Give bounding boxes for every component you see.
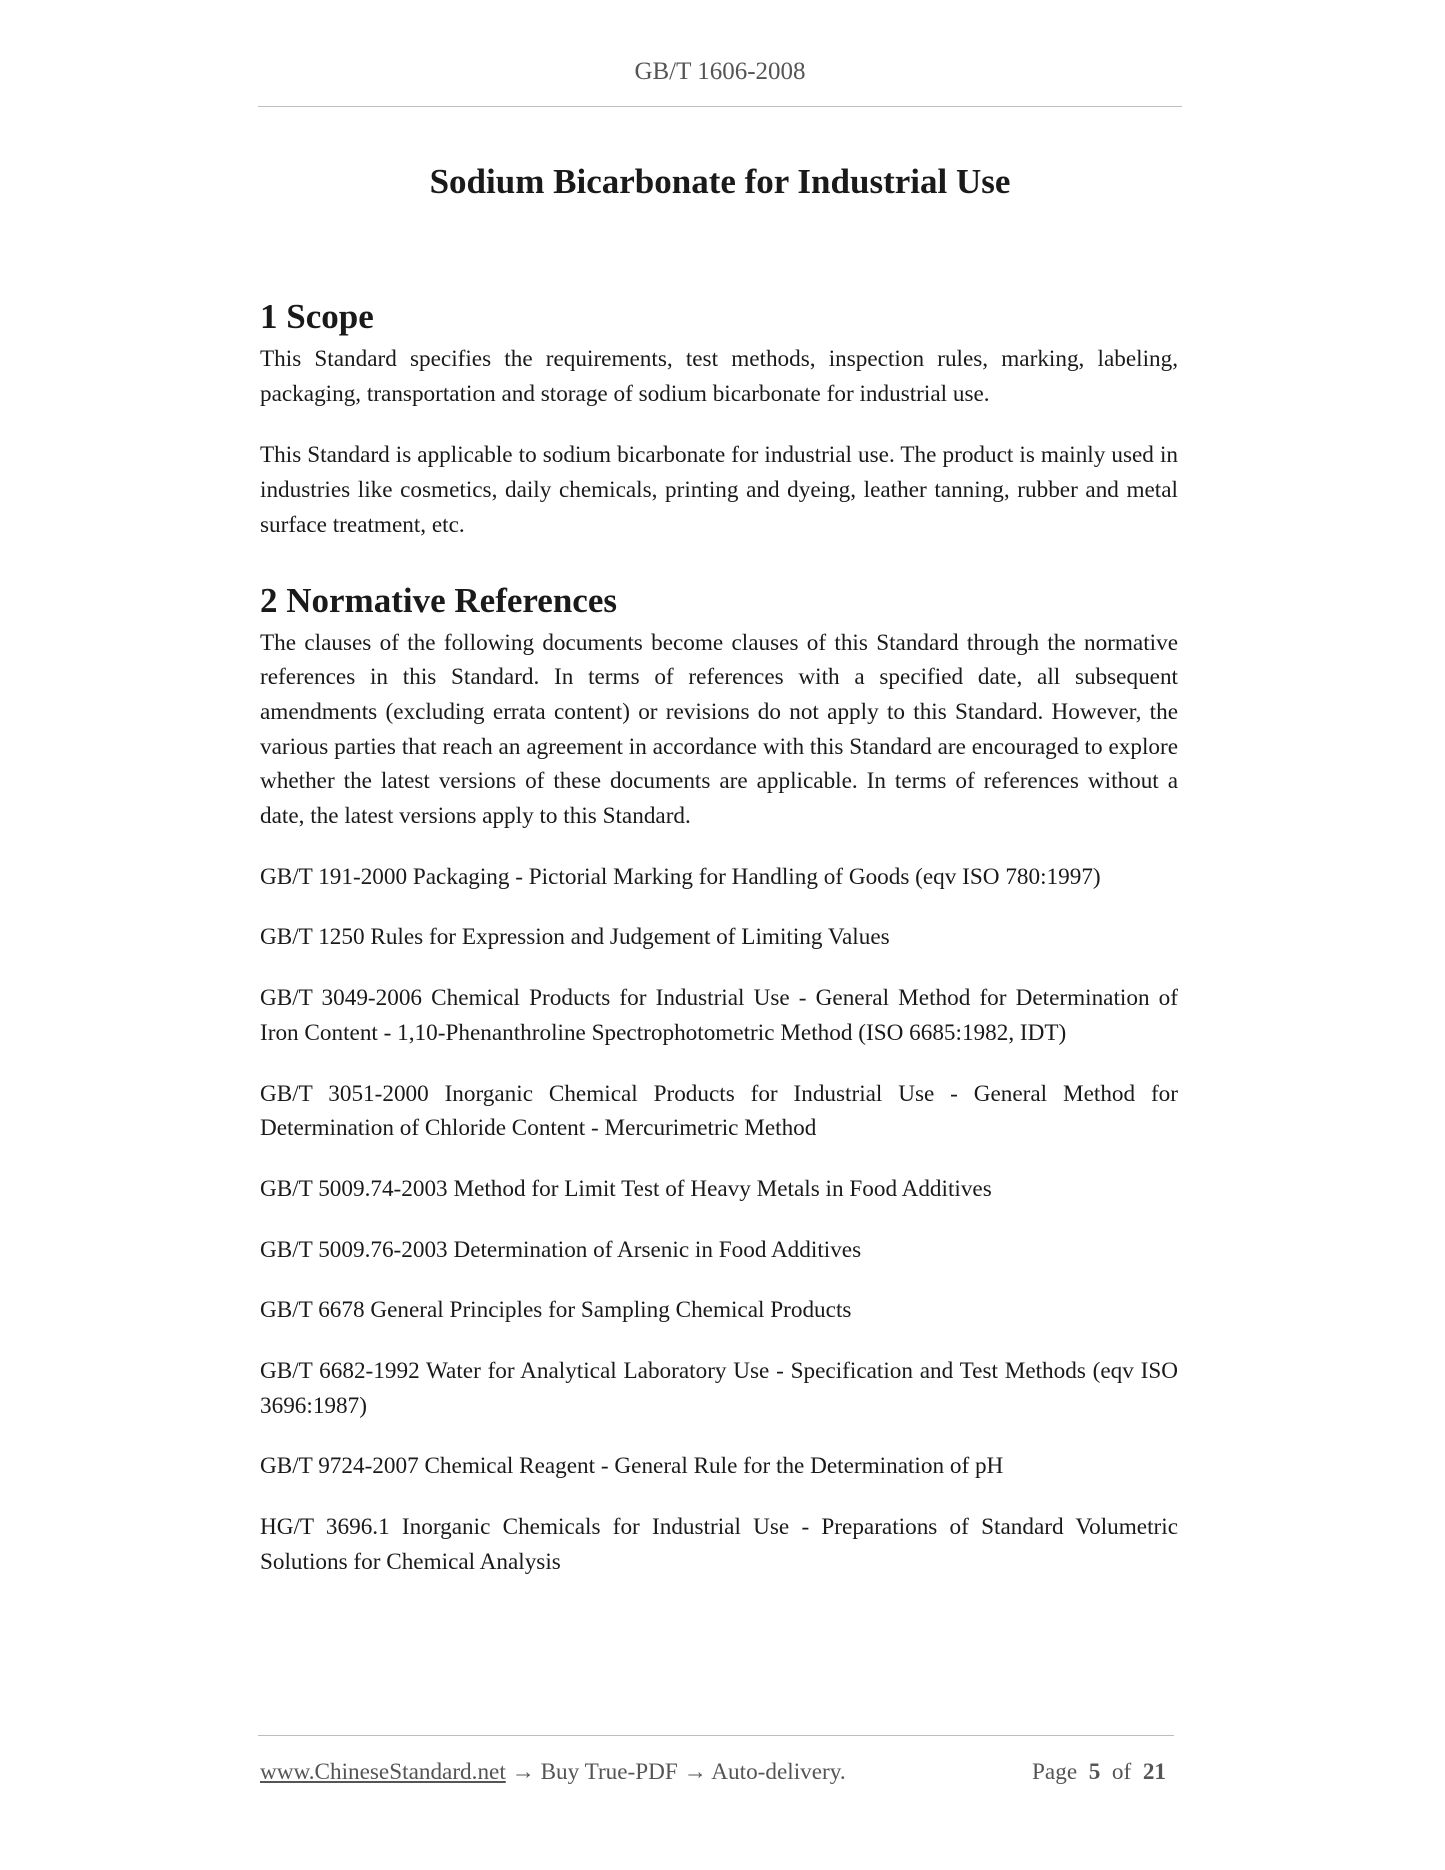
reference-item: GB/T 3049-2006 Chemical Products for Industrial Use - General Method for Determination of Iron Content - 1,10-Phenanthroline Spectrophotometric Method (ISO 6685:1982, IDT) [260, 985, 1178, 1046]
total-pages-number: 21 [1142, 1759, 1166, 1785]
reference-item: HG/T 3696.1 Inorganic Chemicals for Industrial Use - Preparations of Standard Volumetric Solutions for Chemical Analysis [260, 1514, 1178, 1575]
reference-item: GB/T 191-2000 Packaging - Pictorial Marking for Handling of Goods (eqv ISO 780:1997) [260, 863, 1101, 890]
section-heading-normative-references: 2 Normative References [260, 580, 617, 620]
reference-item: GB/T 6682-1992 Water for Analytical Laboratory Use - Specification and Test Methods (eqv ISO 3696:1987) [260, 1358, 1178, 1419]
scope-paragraph: This Standard is applicable to sodium bicarbonate for industrial use. The product is mainly used in industries like cosmetics, daily chemicals, printing and dyeing, leather tanning, rubber and metal surface treatment, etc. [260, 442, 1178, 538]
reference-item: GB/T 5009.74-2003 Method for Limit Test of Heavy Metals in Food Additives [260, 1175, 992, 1202]
website-link[interactable]: www.ChineseStandard.net [260, 1759, 506, 1785]
scope-paragraph: This Standard specifies the requirements, test methods, inspection rules, marking, labeling, packaging, transportation and storage of sodium bicarbonate for industrial use. [260, 346, 1178, 407]
footer-divider [258, 1735, 1174, 1736]
reference-item: GB/T 3051-2000 Inorganic Chemical Products for Industrial Use - General Method for Determination of Chloride Content - Mercurimetric Method [260, 1080, 1178, 1142]
page-indicator [1032, 1757, 1166, 1787]
section-heading-scope: 1 Scope [260, 297, 374, 336]
current-page-number: 5 [1088, 1759, 1101, 1785]
footer-promo [260, 1757, 846, 1787]
footer-tagline: → Buy True-PDF → Auto-delivery. [505, 1759, 846, 1785]
reference-item: GB/T 6678 General Principles for Sampling Chemical Products [260, 1297, 852, 1324]
reference-item: GB/T 9724-2007 Chemical Reagent - General Rule for the Determination of pH [260, 1453, 1004, 1480]
document-body [260, 292, 1178, 1606]
header-divider [258, 106, 1182, 107]
page-label: Page [1032, 1759, 1078, 1785]
page-of-label: of [1111, 1759, 1132, 1785]
running-header: GB/T 1606-2008 [634, 58, 806, 85]
reference-item: GB/T 1250 Rules for Expression and Judgement of Limiting Values [260, 924, 890, 951]
references-intro-paragraph: The clauses of the following documents become clauses of this Standard through the normative references in this Standard. In terms of references with a specified date, all subsequent amendments (excluding errata content) or revisions do not apply to this Standard. However, the various parties that reach an agreement in accordance with this Standard are encouraged to explore whether the latest versions of these documents are applicable. In terms of references without a date, the latest versions apply to this Standard. [260, 629, 1178, 830]
reference-item: GB/T 5009.76-2003 Determination of Arsenic in Food Additives [260, 1236, 862, 1263]
document-title: Sodium Bicarbonate for Industrial Use [429, 162, 1011, 201]
